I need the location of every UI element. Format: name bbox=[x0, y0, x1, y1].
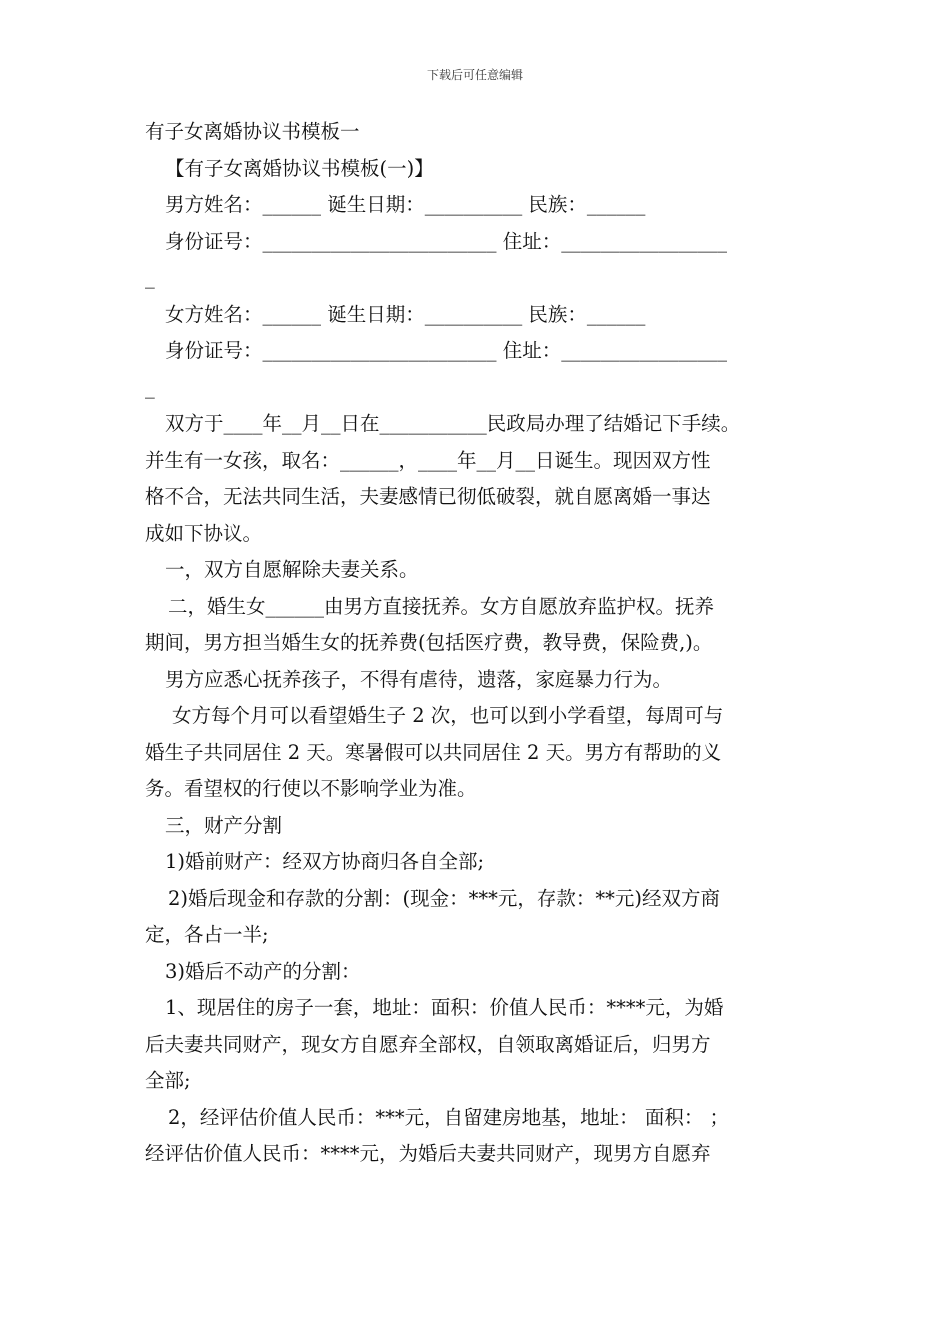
woman-info-line-1: 女方姓名：______ 诞生日期：__________ 民族：______ bbox=[165, 302, 646, 326]
property-item-1: 1)婚前财产：经双方协商归各自全部; bbox=[165, 850, 485, 873]
house-item-1-line: 1、现居住的房子一套，地址：面积：价值人民币：****元，为婚 bbox=[165, 996, 724, 1019]
man-info-line-2: 身份证号：________________________ 住址：_________________ bbox=[165, 229, 727, 253]
property-item-3: 3)婚后不动产的分割： bbox=[165, 959, 361, 983]
property-item-2-line: 定，各占一半; bbox=[145, 923, 269, 946]
clause-two-line: 期间，男方担当婚生女的抚养费(包括医疗费，教导费，保险费,)。 bbox=[145, 631, 713, 654]
intro-line: 格不合，无法共同生活，夫妻感情已彻低破裂，就自愿离婚一事达 bbox=[145, 485, 711, 508]
man-info-line-2-tail: _ bbox=[145, 266, 155, 289]
woman-info-line-2: 身份证号：________________________ 住址：_________________ bbox=[165, 339, 727, 362]
document-title: 有子女离婚协议书模板一 bbox=[145, 120, 360, 143]
house-item-1-line: 后夫妻共同财产，现女方自愿弃全部权，自领取离婚证后，归男方 bbox=[145, 1032, 711, 1056]
visitation-line: 婚生子共同居住 2 天。寒暑假可以共同居住 2 天。男方有帮助的义 bbox=[145, 740, 722, 764]
intro-line: 双方于____年__月__日在___________民政局办理了结婚记下手续。 bbox=[165, 412, 741, 435]
visitation-line: 女方每个月可以看望婚生子 2 次，也可以到小学看望，每周可与 bbox=[172, 704, 724, 727]
woman-info-line-2-tail: _ bbox=[145, 375, 155, 399]
man-info-line-1: 男方姓名：______ 诞生日期：__________ 民族：______ bbox=[165, 193, 646, 216]
clause-one: 一，双方自愿解除夫妻关系。 bbox=[165, 558, 419, 581]
intro-line: 成如下协议。 bbox=[145, 521, 263, 545]
clause-three-heading: 三，财产分割 bbox=[165, 813, 283, 837]
document-subtitle: 【有子女离婚协议书模板(一)】 bbox=[165, 156, 434, 180]
property-item-2-line: 2)婚后现金和存款的分割：(现金：***元，存款：**元)经双方商 bbox=[168, 886, 720, 910]
header-note: 下载后可任意编辑 bbox=[426, 68, 523, 82]
house-item-2-line: 经评估价值人民币：****元，为婚后夫妻共同财产，现男方自愿弃 bbox=[145, 1142, 711, 1165]
agreement-body bbox=[145, 114, 810, 1173]
house-item-2-line: 2，经评估价值人民币：***元，自留建房地基，地址： 面积： ； bbox=[168, 1105, 730, 1129]
house-item-1-line: 全部; bbox=[145, 1069, 191, 1092]
visitation-line: 务。看望权的行使以不影响学业为准。 bbox=[145, 777, 477, 800]
intro-line: 并生有一女孩，取名：______，____年__月__日诞生。现因双方性 bbox=[145, 448, 711, 472]
clause-two-line: 男方应悉心抚养孩子，不得有虐待，遗落，家庭暴力行为。 bbox=[165, 667, 673, 691]
clause-two-line: 二，婚生女______由男方直接抚养。女方自愿放弃监护权。抚养 bbox=[168, 594, 715, 618]
